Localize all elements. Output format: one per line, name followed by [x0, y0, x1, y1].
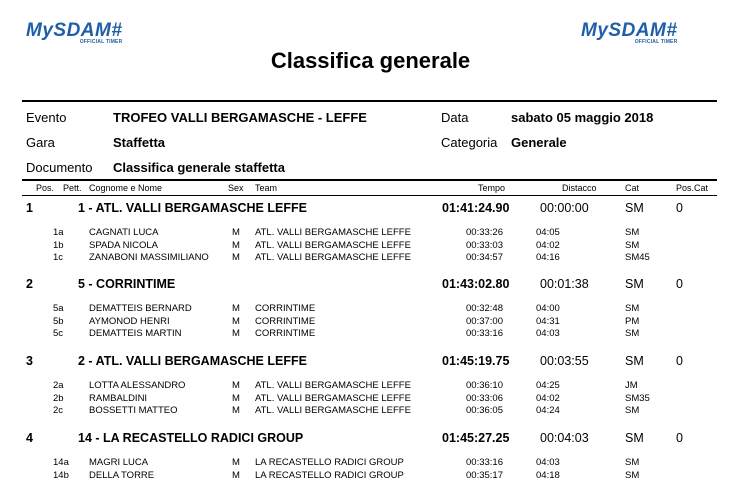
col-distacco: Distacco [562, 183, 597, 193]
member-time: 00:36:10 [466, 380, 503, 391]
member-team: ATL. VALLI BERGAMASCHE LEFFE [255, 239, 411, 251]
member-name: MAGRI LUCA [89, 457, 149, 468]
member-gap: 04:03 [536, 328, 560, 339]
logo-subtitle: OFFICIAL TIMER [79, 39, 123, 45]
member-sex: M [232, 227, 240, 238]
member-category: SM [625, 469, 640, 481]
data-label: Data [441, 110, 469, 125]
member-sex: M [232, 328, 240, 339]
group-time: 01:45:27.25 [442, 431, 510, 445]
col-pett: Pett. [63, 183, 82, 193]
member-category: SM [625, 227, 640, 238]
member-sex: M [232, 392, 240, 404]
group-category-position: 0 [676, 277, 683, 291]
member-sex: M [232, 239, 240, 251]
group-position: 1 [26, 201, 33, 215]
member-sex: M [232, 380, 240, 391]
member-time: 00:36:05 [466, 405, 503, 416]
member-gap: 04:02 [536, 239, 560, 251]
col-team: Team [255, 183, 278, 193]
member-team: ATL. VALLI BERGAMASCHE LEFFE [255, 252, 411, 263]
evento-label: Evento [26, 110, 67, 125]
member-team: ATL. VALLI BERGAMASCHE LEFFE [255, 392, 411, 404]
page-title: Classifica generale [270, 48, 471, 73]
member-name: ZANABONI MASSIMILIANO [89, 252, 209, 263]
member-bib: 2b [53, 392, 64, 404]
member-category: SM [625, 457, 640, 468]
member-sex: M [232, 303, 240, 314]
member-time: 00:32:48 [466, 303, 503, 314]
member-category: SM [625, 405, 640, 416]
member-time: 00:33:06 [466, 392, 503, 404]
member-name: AYMONOD HENRI [89, 315, 170, 327]
group-team: 5 - CORRINTIME [78, 277, 176, 291]
member-category: SM45 [625, 252, 650, 263]
group-team: 1 - ATL. VALLI BERGAMASCHE LEFFE [78, 201, 307, 215]
member-team: LA RECASTELLO RADICI GROUP [255, 469, 404, 481]
member-name: CAGNATI LUCA [89, 227, 159, 238]
member-bib: 14b [53, 469, 69, 481]
member-time: 00:33:16 [466, 328, 503, 339]
table-header-rule [22, 195, 717, 196]
member-bib: 1a [53, 227, 64, 238]
member-category: PM [625, 315, 640, 327]
group-category: SM [625, 277, 644, 291]
member-sex: M [232, 457, 240, 468]
member-time: 00:33:03 [466, 239, 503, 251]
member-sex: M [232, 405, 240, 416]
member-bib: 14a [53, 457, 69, 468]
member-time: 00:33:26 [466, 227, 503, 238]
member-sex: M [232, 315, 240, 327]
group-position: 4 [26, 431, 33, 445]
logo-text: MySDAM# [26, 20, 123, 41]
categoria-label: Categoria [441, 135, 498, 150]
documento-value: Classifica generale staffetta [113, 160, 285, 175]
member-team: ATL. VALLI BERGAMASCHE LEFFE [255, 227, 411, 238]
header-rule [22, 100, 717, 102]
member-category: SM [625, 239, 640, 251]
member-sex: M [232, 469, 240, 481]
member-name: DEMATTEIS BERNARD [89, 303, 192, 314]
col-pos: Pos. [36, 183, 55, 193]
mysdam-logo-right [581, 22, 677, 45]
group-team: 2 - ATL. VALLI BERGAMASCHE LEFFE [78, 354, 307, 368]
member-gap: 04:00 [536, 303, 560, 314]
member-name: DEMATTEIS MARTIN [89, 328, 182, 339]
col-poscat: Pos.Cat [676, 183, 709, 193]
categoria-value: Generale [511, 135, 567, 150]
gara-label: Gara [26, 135, 55, 150]
group-time: 01:43:02.80 [442, 277, 510, 291]
member-bib: 2a [53, 380, 64, 391]
group-category: SM [625, 201, 644, 215]
logo-text: MySDAM# [581, 20, 678, 41]
member-bib: 5c [53, 328, 64, 339]
member-gap: 04:25 [536, 380, 560, 391]
group-category-position: 0 [676, 201, 683, 215]
member-bib: 1b [53, 239, 64, 251]
evento-value: TROFEO VALLI BERGAMASCHE - LEFFE [113, 110, 367, 125]
group-gap: 00:03:55 [540, 354, 589, 368]
group-category-position: 0 [676, 431, 683, 445]
col-name: Cognome e Nome [89, 183, 163, 193]
group-gap: 00:00:00 [540, 201, 589, 215]
member-category: JM [625, 380, 638, 391]
table-top-rule [22, 179, 717, 181]
member-category: SM35 [625, 392, 650, 404]
group-category-position: 0 [676, 354, 683, 368]
member-time: 00:34:57 [466, 252, 503, 263]
member-gap: 04:16 [536, 252, 560, 263]
group-position: 3 [26, 354, 33, 368]
member-team: CORRINTIME [255, 315, 316, 327]
logo-subtitle: OFFICIAL TIMER [634, 39, 678, 45]
member-time: 00:37:00 [466, 315, 503, 327]
member-bib: 5a [53, 303, 64, 314]
group-time: 01:45:19.75 [442, 354, 510, 368]
member-time: 00:33:16 [466, 457, 503, 468]
member-category: SM [625, 303, 640, 314]
member-team: CORRINTIME [255, 303, 316, 314]
documento-label: Documento [26, 160, 93, 175]
col-sex: Sex [228, 183, 244, 193]
group-category: SM [625, 354, 644, 368]
member-time: 00:35:17 [466, 469, 503, 481]
member-bib: 1c [53, 252, 64, 263]
group-gap: 00:04:03 [540, 431, 589, 445]
member-gap: 04:18 [536, 469, 560, 481]
member-bib: 2c [53, 405, 64, 416]
gara-value: Staffetta [113, 135, 166, 150]
member-team: ATL. VALLI BERGAMASCHE LEFFE [255, 380, 411, 391]
member-bib: 5b [53, 315, 64, 327]
member-name: RAMBALDINI [89, 392, 148, 404]
mysdam-logo-left [26, 22, 122, 45]
member-name: BOSSETTI MATTEO [89, 405, 178, 416]
member-team: ATL. VALLI BERGAMASCHE LEFFE [255, 405, 411, 416]
data-value: sabato 05 maggio 2018 [511, 110, 654, 125]
member-gap: 04:05 [536, 227, 560, 238]
member-name: SPADA NICOLA [89, 239, 158, 251]
member-gap: 04:02 [536, 392, 560, 404]
group-team: 14 - LA RECASTELLO RADICI GROUP [78, 431, 304, 445]
group-time: 01:41:24.90 [442, 201, 510, 215]
group-category: SM [625, 431, 644, 445]
member-gap: 04:24 [536, 405, 560, 416]
member-name: DELLA TORRE [89, 469, 155, 481]
group-gap: 00:01:38 [540, 277, 589, 291]
col-cat: Cat [625, 183, 640, 193]
member-team: CORRINTIME [255, 328, 316, 339]
member-team: LA RECASTELLO RADICI GROUP [255, 457, 404, 468]
col-tempo: Tempo [478, 183, 506, 193]
member-category: SM [625, 328, 640, 339]
member-sex: M [232, 252, 240, 263]
member-gap: 04:03 [536, 457, 560, 468]
member-name: LOTTA ALESSANDRO [89, 380, 186, 391]
group-position: 2 [26, 277, 33, 291]
member-gap: 04:31 [536, 315, 560, 327]
